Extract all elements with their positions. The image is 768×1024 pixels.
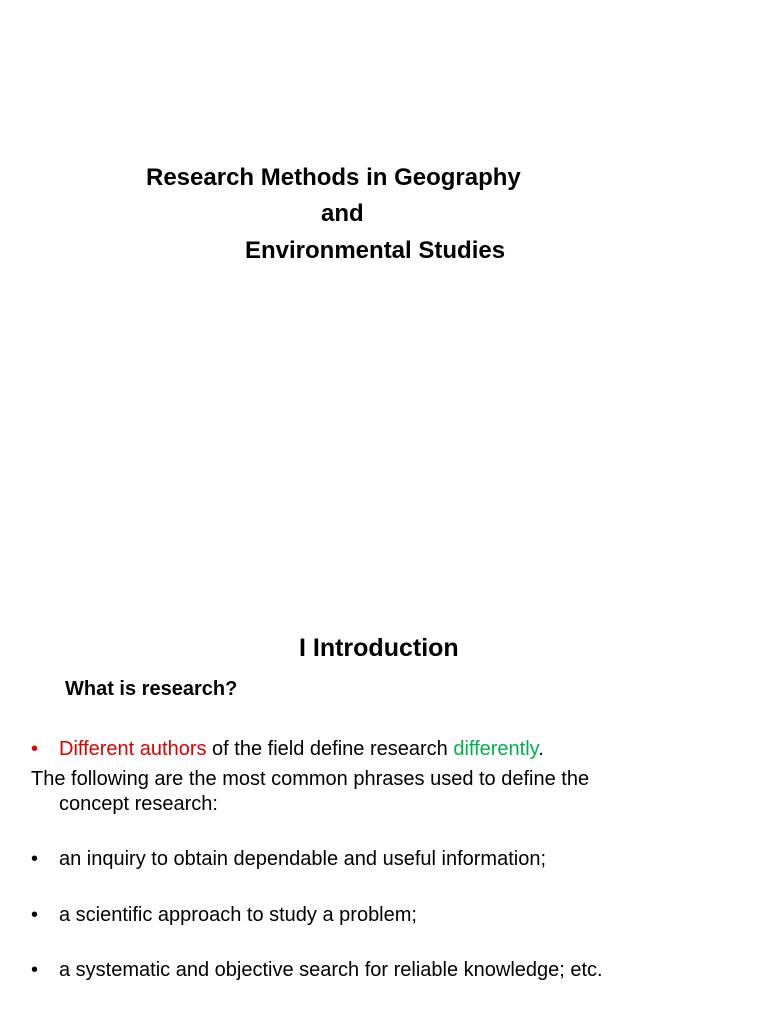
bullet-text: of the field define research <box>206 738 454 760</box>
paragraph-line-2: concept research: <box>59 793 218 815</box>
bullet-icon: • <box>31 904 39 926</box>
bullet-icon: • <box>31 848 39 870</box>
bullet-text: a systematic and objective search for reliable knowledge; etc. <box>59 959 603 981</box>
title-line-2: and <box>321 200 364 227</box>
paragraph-line-1: The following are the most common phrases used to define the <box>31 768 590 790</box>
section-heading: I Introduction <box>299 634 459 662</box>
bullet-item <box>31 846 546 872</box>
bullet-item-different-authors <box>31 736 544 762</box>
title-line-1: Research Methods in Geography <box>146 164 521 191</box>
bullet-text: an inquiry to obtain dependable and useful information; <box>59 848 547 870</box>
title-line-3: Environmental Studies <box>245 237 506 264</box>
bullet-text: a scientific approach to study a problem; <box>59 904 417 926</box>
bullet-icon: • <box>31 959 39 981</box>
highlight-different-authors: Different authors <box>59 738 207 760</box>
bullet-icon: • <box>31 738 39 760</box>
section-subheading: What is research? <box>65 678 238 700</box>
bullet-period: . <box>538 738 544 760</box>
highlight-differently: differently <box>453 738 539 760</box>
bullet-item <box>31 902 417 928</box>
bullet-item <box>31 957 603 983</box>
